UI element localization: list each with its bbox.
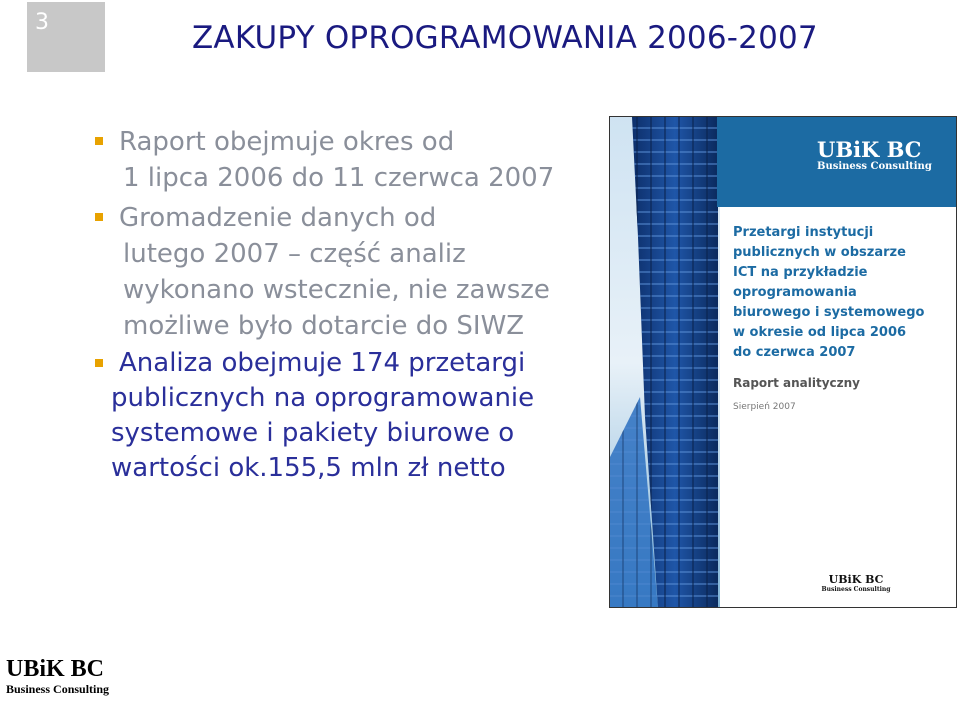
cover-bottom-logo-name: UBiK BC <box>828 573 884 586</box>
cover-title-line: biurowego i systemowego <box>733 305 925 320</box>
slide-number: 3 <box>27 2 105 72</box>
bullet-line: systemowe i pakiety biurowe o <box>111 418 515 448</box>
bullet-line: Raport obejmuje okres od <box>119 127 455 157</box>
bullet-marker-icon <box>95 137 103 145</box>
cover-header-band <box>717 117 957 207</box>
cover-logo: UBiK BC <box>817 137 922 162</box>
footer-logo-sub: Business Consulting <box>6 682 110 696</box>
cover-logo-sub: Business Consulting <box>817 161 932 172</box>
cover-title-line: ICT na przykładzie <box>733 265 868 280</box>
bullet-line: wartości ok.155,5 mln zł netto <box>111 453 506 483</box>
cover-title-line: publicznych w obszarze <box>733 245 906 260</box>
bullet-marker-icon <box>95 359 103 367</box>
bullet-line: lutego 2007 – część analiz <box>123 239 466 269</box>
cover-title <box>717 207 957 363</box>
cover-title-line: w okresie od lipca 2006 <box>733 325 907 340</box>
footer-logo-name: UBiK BC <box>6 656 105 682</box>
cover-title-line: do czerwca 2007 <box>733 345 856 360</box>
cover-title-line: Przetargi instytucji <box>733 225 874 240</box>
footer-logo <box>6 656 109 696</box>
cover-bottom-logo <box>816 573 896 593</box>
bullet-line: Gromadzenie danych od <box>119 203 437 233</box>
cover-bottom-logo-sub: Business Consulting <box>821 586 891 593</box>
bullet-list <box>95 124 605 486</box>
cover-panel <box>717 117 957 607</box>
cover-date: Sierpień 2007 <box>733 402 796 412</box>
bullet-marker-icon <box>95 213 103 221</box>
bullet-line: wykonano wstecznie, nie zawsze <box>123 275 550 305</box>
cover-subtitle: Raport analityczny <box>733 376 860 390</box>
bullet-item <box>95 124 605 196</box>
bullet-item <box>95 200 605 344</box>
bullet-line: Analiza obejmuje 174 przetargi <box>119 348 526 378</box>
bullet-line: 1 lipca 2006 do 11 czerwca 2007 <box>123 163 555 193</box>
slide-title: ZAKUPY OPROGRAMOWANIA 2006-2007 <box>192 20 818 56</box>
cover-title-line: oprogramowania <box>733 285 857 300</box>
bullet-line: możliwe było dotarcie do SIWZ <box>123 311 525 341</box>
bullet-line: publicznych na oprogramowanie <box>111 383 535 413</box>
bullet-item <box>95 346 605 486</box>
report-cover-image <box>609 116 957 608</box>
